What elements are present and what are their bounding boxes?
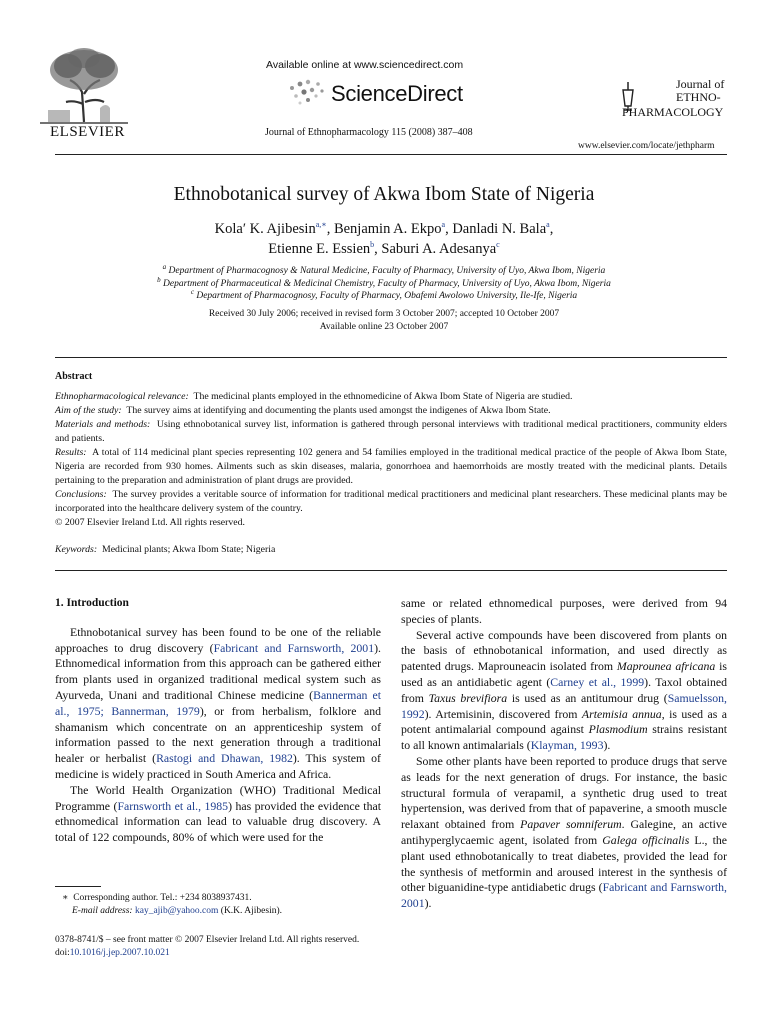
text-run: is used as an antidiabetic agent ( bbox=[401, 659, 727, 689]
text-run: is used as an antitumour drug ( bbox=[507, 690, 668, 705]
citation-link[interactable]: Carney et al., 1999 bbox=[550, 674, 645, 689]
species-name: Taxus brevifiora bbox=[428, 690, 508, 705]
available-date: Available online 23 October 2007 bbox=[319, 321, 449, 332]
footnote-rule bbox=[55, 886, 101, 887]
footnote-mark: ∗ bbox=[62, 893, 69, 903]
text-run: ). Artemisinin, discovered from bbox=[424, 706, 582, 721]
abstract-section: Ethnopharmacological relevance: The medicinal plants employed in the ethnomedicine of Akwa Ibom State of Nigeria are studied. bbox=[55, 391, 573, 402]
front-matter: 0378-8741/$ – see front matter © 2007 Elsevier Ireland Ltd. All rights reserved. doi:10.1016/j.jep.2007.10.021 bbox=[55, 935, 360, 958]
text-run: ), or from herbalism, folklore and shamanism which concentrate on an apprenticeship system of information passed to the next generation through a traditional healer or herbalist ( bbox=[55, 703, 381, 766]
author-list: Kola′ K. Ajibesin$^{a,∗}$, Benjamin A. Ekpo$^a$, Danladi N. Bala$^a$, Etienne E. Essien$^b$, Saburi A. Adesanya$^c$ bbox=[214, 220, 554, 257]
text-run: L., the plant used ethnobotanically to treat diabetes, provided the lead for the synthesis of metformin and aroused interest in the synthesis of other biguanidine-type antidiabetic drugs ( bbox=[401, 832, 727, 895]
sciencedirect-dots-icon bbox=[286, 78, 334, 108]
email-link[interactable]: kay_ajib@yahoo.com bbox=[134, 906, 219, 916]
affiliations bbox=[0, 262, 768, 303]
citation-link[interactable]: Klayman, 1993 bbox=[530, 738, 604, 753]
paragraph bbox=[401, 754, 727, 912]
author-affil-mark[interactable]: a bbox=[546, 220, 550, 230]
issn-line: 0378-8741/$ – see front matter © 2007 Elsevier Ireland Ltd. All rights reserved. bbox=[55, 935, 360, 945]
text-run: ). bbox=[424, 896, 432, 911]
author-affil-mark[interactable]: a,∗ bbox=[315, 220, 327, 230]
article-dates bbox=[0, 308, 768, 333]
paragraph bbox=[401, 628, 727, 754]
text-run: ). This system of medicine is widely practiced in South America and Africa. bbox=[55, 751, 381, 781]
journal-logo-line1: Journal of bbox=[676, 77, 725, 91]
section-heading: 1. Introduction bbox=[55, 597, 129, 609]
elsevier-tree-logo bbox=[40, 44, 128, 124]
text-run: strains resistant to all known antimalarials ( bbox=[401, 722, 728, 753]
publisher-name: ELSEVIER bbox=[50, 124, 125, 140]
abstract bbox=[55, 370, 727, 530]
author-affil-mark[interactable]: a bbox=[441, 220, 446, 230]
author-name: Etienne E. Essien bbox=[268, 241, 371, 257]
paragraph bbox=[55, 783, 381, 846]
sciencedirect-logo[interactable] bbox=[286, 78, 466, 110]
journal-logo bbox=[618, 78, 738, 122]
affiliation-item: $^a$ Department of Pharmacognosy & Natural Medicine, Faculty of Pharmacy, University of Uyo, Akwa Ibom, Nigeria bbox=[162, 262, 606, 276]
journal-logo-line2: ETHNO- bbox=[676, 90, 721, 104]
citation-link[interactable]: Farnsworth et al., 1985 bbox=[117, 798, 229, 813]
text-run: ). bbox=[603, 738, 611, 753]
text-run: Ethnobotanical survey has been found to be one of the reliable approaches to drug discovery ( bbox=[55, 624, 381, 655]
text-run: ). Ethnomedical information from this approach can be gathered either from plants used in organized traditional medical system such as Ayurveda, Unani and traditional Chinese medicine ( bbox=[55, 640, 381, 702]
species-name: Plasmodium bbox=[588, 722, 648, 737]
text-run: Several active compounds have been discovered from plants on the basis of ethnobotanical information, and used directly as patented drugs. Maprouneacin isolated from bbox=[401, 627, 727, 674]
journal-url[interactable]: www.elsevier.com/locate/jethpharm bbox=[578, 141, 715, 151]
author-name: Benjamin A. Ekpo bbox=[333, 221, 442, 237]
sciencedirect-wordmark: ScienceDirect bbox=[331, 81, 463, 106]
footnote: ∗ Corresponding author. Tel.: +234 8038937431. E-mail address: kay_ajib@yahoo.com (K.K. Ajibesin). bbox=[62, 893, 282, 916]
paragraph bbox=[401, 596, 727, 628]
species-name: Artemisia annua bbox=[581, 706, 662, 721]
affiliation-item: $^b$ Department of Pharmaceutical & Medicinal Chemistry, Faculty of Pharmacy, University of Uyo, Akwa Ibom, Nigeria bbox=[157, 275, 611, 289]
citation-link[interactable]: Rastogi and Dhawan, 1982 bbox=[156, 751, 293, 766]
text-run: The World Health Organization (WHO) Traditional Medical Programme ( bbox=[55, 782, 381, 813]
text-run: , is used as a potent antimalarial compound against bbox=[401, 706, 727, 737]
corresponding-author: Corresponding author. Tel.: +234 8038937431. bbox=[73, 893, 252, 903]
paragraph bbox=[55, 625, 381, 783]
abstract-top-divider bbox=[55, 357, 727, 358]
affiliation-item: $^c$ Department of Pharmacognosy, Faculty of Pharmacy, Obafemi Awolowo University, Ile-Ife, Nigeria bbox=[190, 287, 578, 301]
citation-link[interactable]: Fabricant and Farnsworth, 2001 bbox=[213, 640, 375, 655]
text-run: . Galegine, an active antihyperglycaemic agent, isolated from bbox=[401, 817, 728, 847]
citation-link[interactable]: Fabricant and Farnsworth, 2001 bbox=[401, 880, 728, 911]
doi-link[interactable]: 10.1016/j.jep.2007.10.021 bbox=[69, 948, 170, 958]
species-name: Papaver somniferum bbox=[520, 817, 622, 832]
right-column bbox=[401, 596, 727, 912]
citation-link[interactable]: Samuelsson, 1992 bbox=[401, 690, 728, 721]
journal-logo-line3: PHARMACOLOGY bbox=[622, 105, 724, 119]
received-dates: Received 30 July 2006; received in revised form 3 October 2007; accepted 10 October 2007 bbox=[208, 309, 560, 319]
article-title: Ethnobotanical survey of Akwa Ibom State of Nigeria bbox=[173, 184, 595, 205]
author-name: Danladi N. Bala bbox=[452, 221, 547, 237]
abstract-bottom-divider bbox=[55, 570, 727, 571]
text-run: ). Taxol obtained from bbox=[401, 674, 727, 705]
citation-link[interactable]: Bannerman et al., 1975; Bannerman, 1979 bbox=[55, 687, 381, 718]
keywords bbox=[55, 544, 275, 555]
left-column bbox=[55, 596, 381, 846]
abstract-heading: Abstract bbox=[55, 371, 93, 382]
abstract-section: Aim of the study: The survey aims at identifying and documenting the plants used amongst the indigenes of Akwa Ibom State. bbox=[55, 405, 551, 416]
author-name: Saburi A. Adesanya bbox=[381, 241, 497, 257]
available-online: Available online at www.sciencedirect.com bbox=[266, 59, 464, 71]
keywords-label: Keywords: bbox=[55, 544, 98, 555]
author-affil-mark[interactable]: b bbox=[370, 240, 375, 250]
abstract-section: Results: A total of 114 medicinal plant species representing 102 genera and 54 families employed in the traditional medical practice of the people of Akwa Ibom State, Nigeria are recorded from 930 homes. Ailments such as skin diseases, malaria, gonorrhoea and haemorrhoids are mostly treated with the medicinal plants. Details pertaining to the preparation and administration of plant drugs are provided. bbox=[55, 447, 728, 486]
header-divider bbox=[55, 154, 727, 155]
text-run: Some other plants have been reported to produce drugs that serve as leads for the next generation of drugs. For instance, the basic structural formula of verapamil, a synthetic drug used to treat hypertension, was derived from that of papaverine, a smooth muscle relaxant obtained from bbox=[401, 753, 727, 832]
text-run: same or related ethnomedical purposes, were derived from 94 species of plants. bbox=[401, 596, 727, 626]
species-name: Maprounea africana bbox=[616, 659, 716, 674]
keywords-list: Medicinal plants; Akwa Ibom State; Nigeria bbox=[102, 544, 276, 555]
text-run: ) has provided the evidence that ethnomedical information can lead to valuable drug discovery. A total of 122 compounds, 80% of which were used for the bbox=[55, 798, 381, 845]
abstract-section: Materials and methods: Using ethnobotanical survey list, information is gathered through personal interviews with traditional medical practitioners, community elders and patients. bbox=[55, 419, 727, 444]
species-name: Galega officinalis bbox=[602, 832, 690, 847]
author-name: Kola′ K. Ajibesin bbox=[214, 221, 316, 237]
abstract-section: Conclusions: The survey provides a veritable source of information for traditional medical practitioners and medicinal plant researchers. These medicinal plants may be incorporated into the healthcare delivery system of the country. bbox=[55, 489, 727, 514]
copyright: © 2007 Elsevier Ireland Ltd. All rights reserved. bbox=[55, 517, 245, 528]
author-affil-mark[interactable]: c bbox=[496, 240, 500, 250]
email-label: E-mail address: bbox=[72, 906, 133, 916]
journal-citation: Journal of Ethnopharmacology 115 (2008) 387–408 bbox=[265, 127, 473, 138]
tree-icon bbox=[40, 44, 128, 124]
